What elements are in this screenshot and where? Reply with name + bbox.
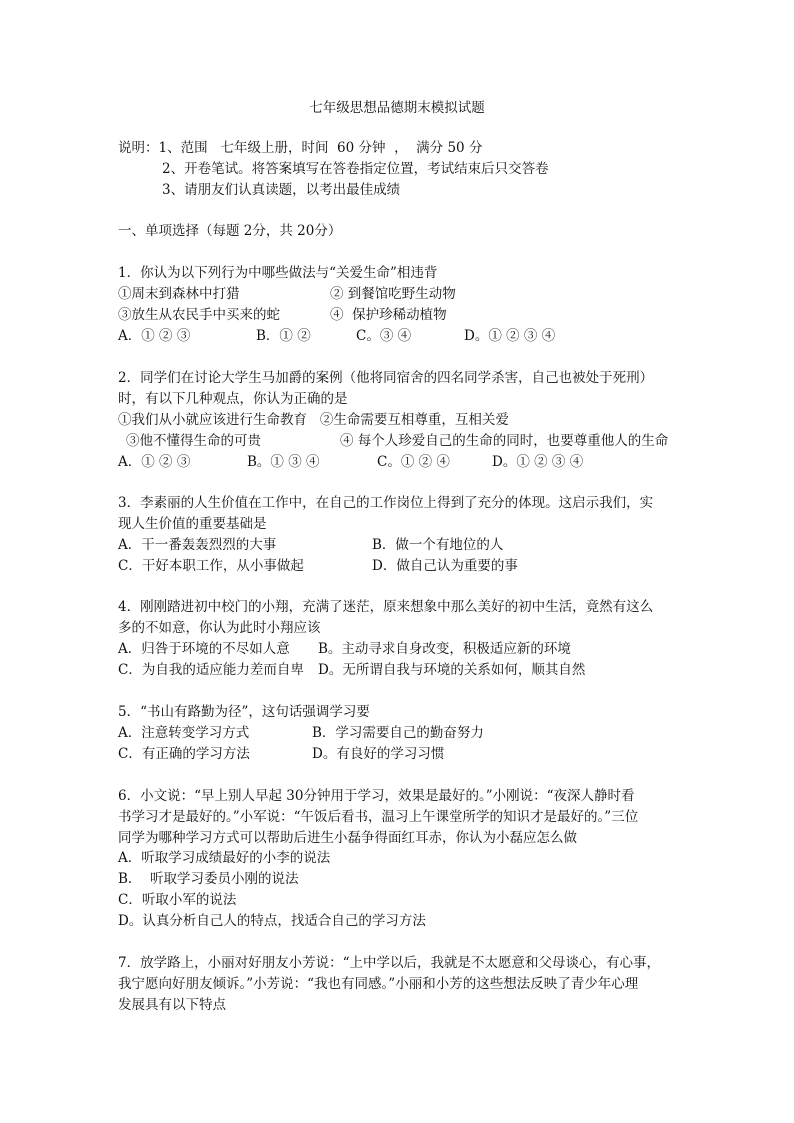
question-6-stem-2: 书学习才是最好的。”小军说：“午饭后看书，温习上午课堂所学的知识才是最好的。”三位 [118, 809, 639, 825]
section-heading: 一、单项选择（每题 2分，共 20分） [118, 223, 342, 239]
question-7-stem-1: 7．放学路上，小丽对好朋友小芳说：“上中学以后，我就是不太愿意和父母谈心，有心事， [118, 955, 660, 971]
question-2-option-a: A．① ② ③ [118, 454, 191, 470]
question-1-option-a: A．① ② ③ [118, 328, 191, 344]
question-3-stem-1: 3．李素丽的人生价值在工作中，在自己的工作岗位上得到了充分的体现。这启示我们，实 [118, 495, 654, 511]
question-6-option-a: A．听取学习成绩最好的小李的说法 [118, 850, 331, 866]
question-1-option-b: B．① ② [256, 328, 311, 344]
question-2-option-d: D。① ② ③ ④ [492, 454, 584, 470]
question-2-items-1-2: ①我们从小就应该进行生命教育 ②生命需要互相尊重，互相关爱 [118, 412, 509, 428]
question-6-stem-1: 6．小文说：“早上别人早起 30分钟用于学习，效果是最好的。”小刚说：“夜深人静时看 [118, 788, 635, 804]
question-2-item-4: ④ 每个人珍爱自己的生命的同时，也要尊重他人的生命 [340, 433, 669, 449]
question-5-option-d: D。有良好的学习习惯 [312, 746, 445, 762]
question-5-option-b: B．学习需要自己的勤奋努力 [312, 725, 484, 741]
instructions-line-1: 说明：1、范围 七年级上册，时间 60 分钟 ， 满分 50 分 [118, 140, 483, 156]
question-4-option-b: B。主动寻求自身改变，积极适应新的环境 [318, 641, 571, 657]
instructions-line-3: 3、请朋友们认真读题，以考出最佳成绩 [162, 182, 401, 198]
question-5-stem: 5．“书山有路勤为径”，这句话强调学习要 [118, 704, 370, 720]
question-3-option-d: D．做自己认为重要的事 [372, 558, 518, 574]
question-1-item-3: ③放生从农民手中买来的蛇 [118, 307, 280, 323]
question-5-option-c: C．有正确的学习方法 [118, 746, 250, 762]
question-5-option-a: A．注意转变学习方式 [118, 725, 250, 741]
question-6-stem-3: 同学为哪种学习方式可以帮助后进生小磊争得面红耳赤，你认为小磊应怎么做 [118, 830, 577, 846]
question-4-option-c: C．为自我的适应能力差而自卑 [118, 662, 304, 678]
question-3-stem-2: 现人生价值的重要基础是 [118, 516, 267, 532]
question-7-stem-2: 我宁愿向好朋友倾诉。”小芳说：“我也有同感。”小丽和小芳的这些想法反映了青少年心理 [118, 976, 639, 992]
question-2-option-c: C。① ② ④ [377, 454, 450, 470]
question-3-option-a: A．干一番轰轰烈烈的大事 [118, 537, 277, 553]
question-2-stem-2: 时，有以下几种观点，你认为正确的是 [118, 391, 348, 407]
question-6-option-d: D。认真分析自己人的特点，找适合自己的学习方法 [118, 913, 426, 929]
page-title: 七年级思想品德期末模拟试题 [309, 100, 485, 116]
question-6-option-b: B． 听取学习委员小刚的说法 [118, 871, 299, 887]
question-1-item-2: ② 到餐馆吃野生动物 [330, 286, 456, 302]
question-1-item-4: ④ 保护珍稀动植物 [330, 307, 447, 323]
question-1-option-d: D。① ② ③ ④ [464, 328, 556, 344]
question-1-option-c: C。③ ④ [356, 328, 412, 344]
question-1-item-1: ①周末到森林中打猎 [118, 286, 240, 302]
question-7-stem-3: 发展具有以下特点 [118, 997, 226, 1013]
question-2-item-3: ③他不懂得生命的可贵 [126, 433, 261, 449]
question-4-option-d: D。无所谓自我与环境的关系如何，顺其自然 [318, 662, 586, 678]
question-1-stem: 1．你认为以下列行为中哪些做法与“关爱生命”相违背 [118, 265, 438, 281]
question-3-option-c: C．干好本职工作，从小事做起 [118, 558, 304, 574]
instructions-line-2: 2、开卷笔试。将答案填写在答卷指定位置，考试结束后只交答卷 [162, 161, 549, 177]
question-2-option-b: B。① ③ ④ [247, 454, 320, 470]
question-4-stem-1: 4．刚刚踏进初中校门的小翔，充满了迷茫，原来想象中那么美好的初中生活，竟然有这么 [118, 599, 654, 615]
question-3-option-b: B．做一个有地位的人 [372, 537, 504, 553]
question-6-option-c: C．听取小军的说法 [118, 892, 237, 908]
question-4-stem-2: 多的不如意，你认为此时小翔应该 [118, 620, 321, 636]
question-2-stem-1: 2．同学们在讨论大学生马加爵的案例（他将同宿舍的四名同学杀害，自己也被处于死刑） [118, 370, 654, 386]
question-4-option-a: A．归咎于环境的不尽如人意 [118, 641, 290, 657]
